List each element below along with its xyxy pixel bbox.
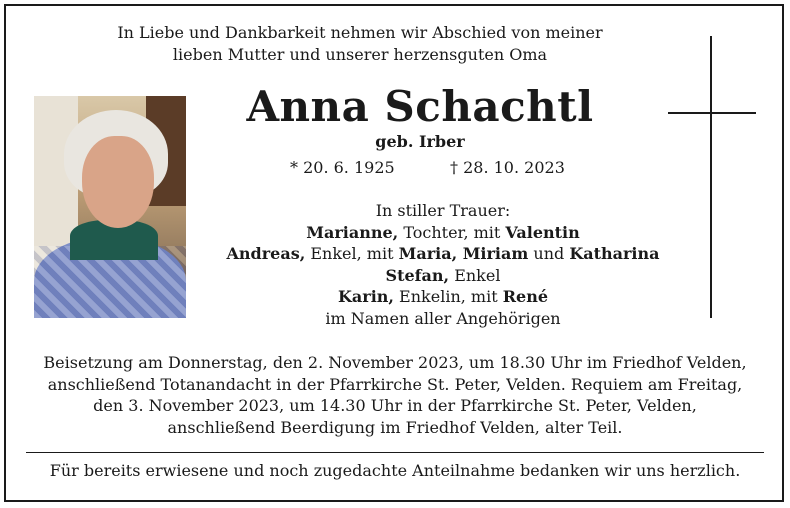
cross-icon-horizontal [668,112,756,114]
mourner-relation: Enkel, mit [305,244,399,263]
thanks-text: Für bereits erwiesene und noch zugedachte Anteilnahme bedanken wir uns herzlich. [49,461,741,480]
mourner-relation: Enkelin, mit [393,287,503,306]
mourner-name: Andreas, [226,244,306,263]
mourner-name: Katharina [569,244,660,263]
mourner-row [200,222,686,244]
funeral-details [24,352,766,438]
cross-icon-vertical [710,36,712,318]
portrait-photo [34,96,186,318]
funeral-line-1: Beisetzung am Donnerstag, den 2. November 2023, um 18.30 Uhr im Friedhof Velden, [43,353,747,372]
intro-line-1: In Liebe und Dankbarkeit nehmen wir Abschied von meiner [117,23,603,42]
deceased-name: Anna Schachtl [246,82,594,131]
death-date: † 28. 10. 2023 [450,158,565,177]
mourner-name: Maria, Miriam [398,244,529,263]
mourner-row [200,286,686,308]
mourner-name: Stefan, [385,265,450,285]
mourner-row [200,308,686,330]
mourner-relation: im Namen aller Angehörigen [325,308,561,328]
mourner-name: Karin, [337,287,394,306]
funeral-line-3: den 3. November 2023, um 14.30 Uhr in der Pfarrkirche St. Peter, Velden, [93,396,697,415]
maiden-name: geb. Irber [375,132,465,151]
birth-date: * 20. 6. 1925 [290,158,395,177]
divider-line [26,452,764,453]
mourner-name: Valentin [505,222,580,242]
photo-face [82,136,154,228]
mourner-row [200,243,686,265]
mourner-name: René [502,287,549,306]
funeral-line-4: anschließend Beerdigung im Friedhof Velden, alter Teil. [167,417,623,437]
mourner-relation: Tochter, mit [398,222,506,242]
funeral-line-2: anschließend Totanandacht in der Pfarrkirche St. Peter, Velden. Requiem am Freitag, [47,374,743,394]
mourning-heading: In stiller Trauer: [375,201,511,220]
intro-line-2: lieben Mutter und unserer herzensguten Oma [172,45,548,64]
mourner-list [200,222,686,330]
mourner-row [200,265,686,287]
mourner-relation: Enkel [449,265,501,285]
mourner-name: Marianne, [306,222,399,242]
mourners-block [200,200,686,329]
intro-text [40,22,680,66]
mourner-relation: und [528,244,570,263]
